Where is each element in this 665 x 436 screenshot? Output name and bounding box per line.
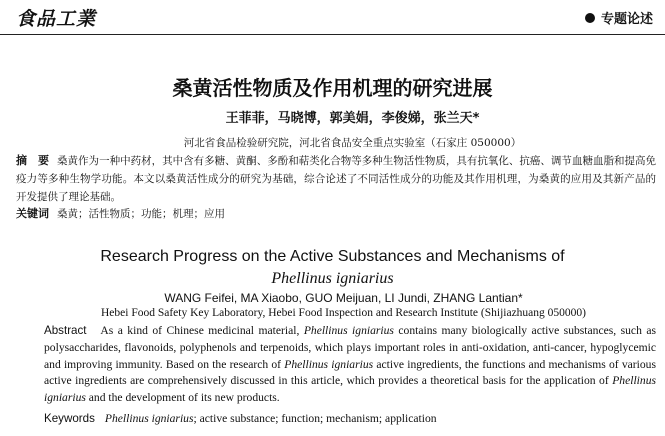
journal-header [0, 0, 665, 35]
cn-abstract-text: 桑黄作为一种中药材，其中含有多糖、黄酮、多酚和萜类化合物等多种生物活性物质，具有抗氧化、抗癌、调节血糖血脂和提高免疫力等多种生物学功能。本文以桑黄活性成分的研究为基础，综合论述了不同活性成分的功能及其作用机理，为桑黄的应用及其新产品的开发提供了理论基础。 [16, 155, 657, 203]
en-keyword-species: Phellinus igniarius [104, 412, 194, 425]
en-species-name: Phellinus igniarius [303, 324, 394, 337]
en-abstract-part4: and the development of its new products. [88, 391, 280, 405]
en-keywords [44, 412, 656, 425]
cn-abstract-label: 摘 要 [16, 154, 50, 167]
en-title-line2: Phellinus igniarius [271, 270, 394, 287]
en-keywords-text: ; active substance; function; mechanism; application [193, 412, 437, 425]
en-abstract-part2: contains many biologically active substances, such as polysaccharides, flavonoids, polyphenols and terpenoids, which plays important roles in anti-oxidation, anti-cancer, hypoglycemic and improving immunity. Based on the research of [44, 324, 656, 371]
cn-authors: 王菲菲，马晓博，郭美娟，李俊娣，张兰天* [225, 111, 480, 126]
cn-abstract [16, 152, 656, 206]
en-species-name: Phellinus igniarius [44, 374, 656, 405]
en-abstract-part1: As a kind of Chinese medicinal material, [100, 324, 300, 337]
en-abstract [44, 323, 656, 407]
en-abstract-label: Abstract [44, 324, 87, 337]
en-abstract-part3: active ingredients, the functions and mechanisms of various active ingredients are comprehensively discussed in this article, which provides a theoretical basis for the application of [44, 357, 656, 388]
section-label: 专题论述 [600, 12, 653, 27]
en-species-name: Phellinus igniarius [284, 357, 374, 371]
journal-logo: 食品工業 [16, 8, 97, 30]
cn-keywords-label: 关键词 [16, 207, 49, 220]
en-affiliation: Hebei Food Safety Key Laboratory, Hebei Food Inspection and Research Institute (Shijiazhuang 050000) [100, 307, 586, 319]
en-keywords-label: Keywords [44, 412, 95, 425]
en-title [0, 246, 665, 290]
bullet-dot-icon [585, 13, 595, 23]
cn-title: 桑黄活性物质及作用机理的研究进展 [172, 76, 493, 100]
cn-affiliation: 河北省食品检验研究院，河北省食品安全重点实验室（石家庄 050000） [183, 137, 522, 149]
section-tag [585, 8, 653, 27]
cn-keywords-text: 桑黄；活性物质；功能；机理；应用 [57, 208, 225, 220]
en-authors: WANG Feifei, MA Xiaobo, GUO Meijuan, LI Jundi, ZHANG Lantian* [164, 291, 523, 305]
en-title-line1: Research Progress on the Active Substances and Mechanisms of [100, 248, 565, 265]
cn-keywords [16, 205, 656, 221]
